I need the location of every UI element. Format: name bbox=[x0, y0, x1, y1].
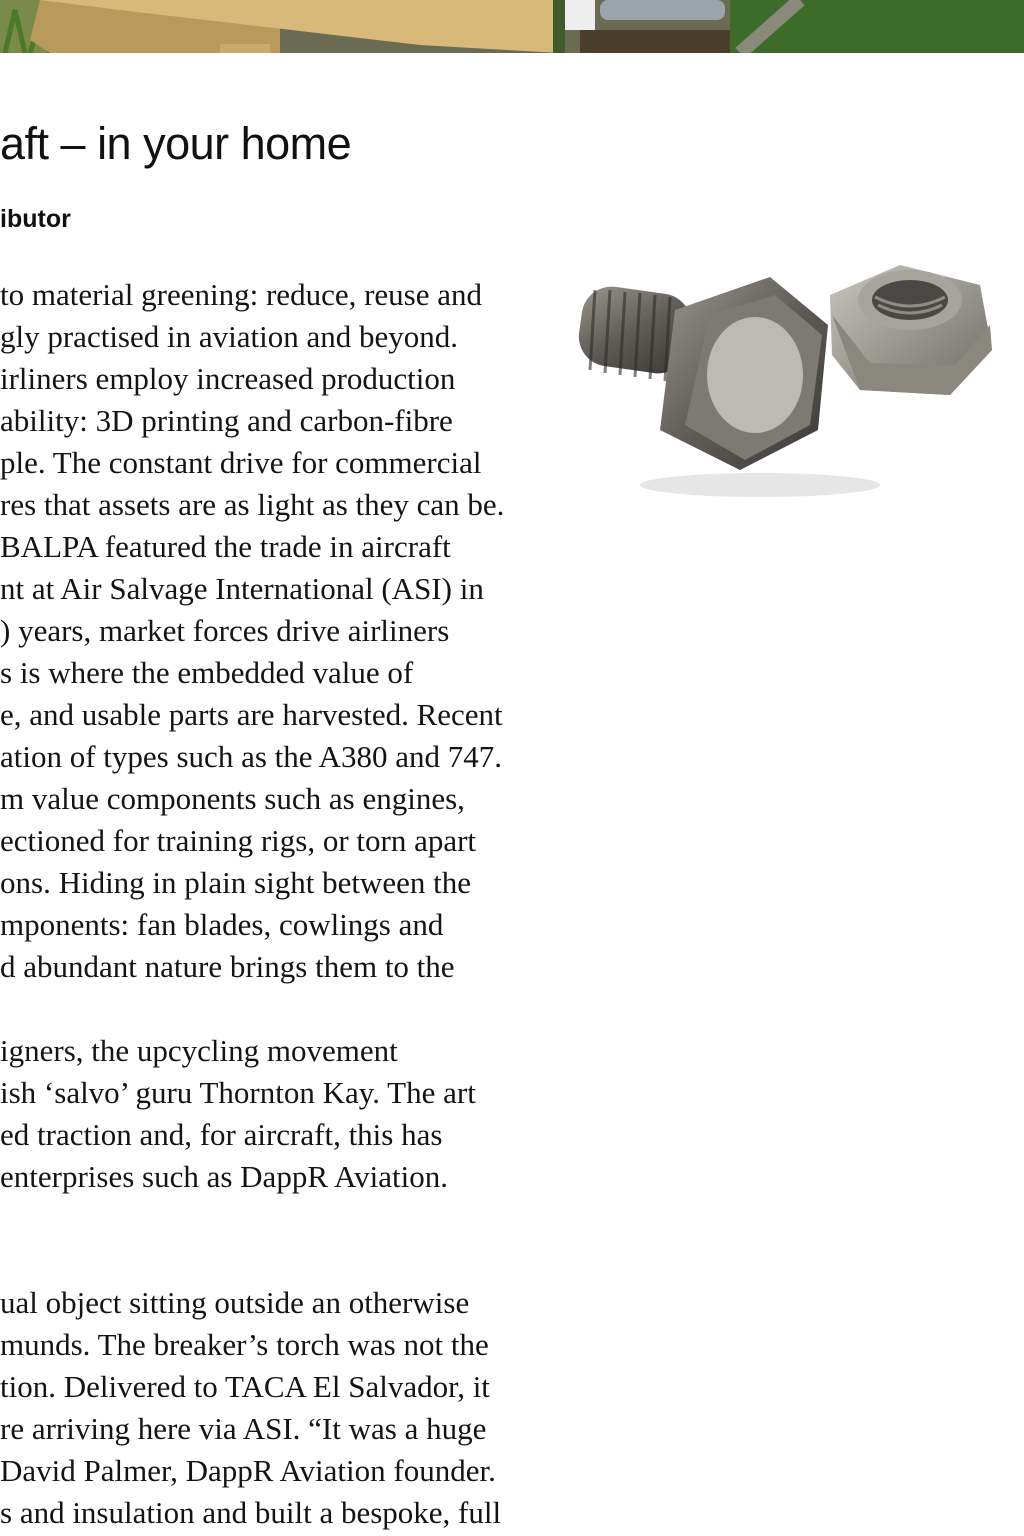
body-line: igners, the upcycling movement bbox=[0, 1033, 398, 1068]
body-line: David Palmer, DappR Aviation founder. bbox=[0, 1453, 496, 1488]
body-line: to material greening: reduce, reuse and bbox=[0, 277, 482, 312]
body-line: ed traction and, for aircraft, this has bbox=[0, 1117, 443, 1152]
body-line: ation of types such as the A380 and 747. bbox=[0, 739, 502, 774]
body-line: ish ‘salvo’ guru Thornton Kay. The art bbox=[0, 1075, 476, 1110]
body-line: enterprises such as DappR Aviation. bbox=[0, 1159, 448, 1194]
article-body bbox=[0, 274, 504, 1534]
hero-photo bbox=[0, 0, 1024, 53]
body-line: irliners employ increased production bbox=[0, 361, 456, 396]
body-line: munds. The breaker’s torch was not the bbox=[0, 1327, 489, 1362]
body-line: re arriving here via ASI. “It was a huge bbox=[0, 1411, 487, 1446]
article-title: aft – in your home bbox=[0, 118, 352, 169]
body-line: s is where the embedded value of bbox=[0, 655, 414, 690]
body-line: tion. Delivered to TACA El Salvador, it bbox=[0, 1369, 490, 1404]
body-line: ual object sitting outside an otherwise bbox=[0, 1285, 470, 1320]
body-line: gly practised in aviation and beyond. bbox=[0, 319, 458, 354]
body-line: BALPA featured the trade in aircraft bbox=[0, 529, 451, 564]
body-line: ple. The constant drive for commercial bbox=[0, 445, 482, 480]
body-line: res that assets are as light as they can be. bbox=[0, 487, 505, 522]
body-line: ability: 3D printing and carbon-fibre bbox=[0, 403, 453, 438]
body-line: mponents: fan blades, cowlings and bbox=[0, 907, 444, 942]
body-line: m value components such as engines, bbox=[0, 781, 465, 816]
paragraph-gap bbox=[0, 1240, 504, 1282]
body-line: nt at Air Salvage International (ASI) in bbox=[0, 571, 484, 606]
body-line: ons. Hiding in plain sight between the bbox=[0, 865, 471, 900]
paragraph-gap bbox=[0, 988, 504, 1030]
body-line: e, and usable parts are harvested. Recent bbox=[0, 697, 503, 732]
body-line: ectioned for training rigs, or torn apart bbox=[0, 823, 477, 858]
paragraph-gap bbox=[0, 1198, 504, 1240]
body-line: d abundant nature brings them to the bbox=[0, 949, 455, 984]
article-byline: ibutor bbox=[0, 205, 71, 233]
bolt-and-nut-photo bbox=[560, 255, 1000, 505]
body-line: ) years, market forces drive airliners bbox=[0, 613, 450, 648]
body-line: s and insulation and built a bespoke, full bbox=[0, 1495, 502, 1530]
